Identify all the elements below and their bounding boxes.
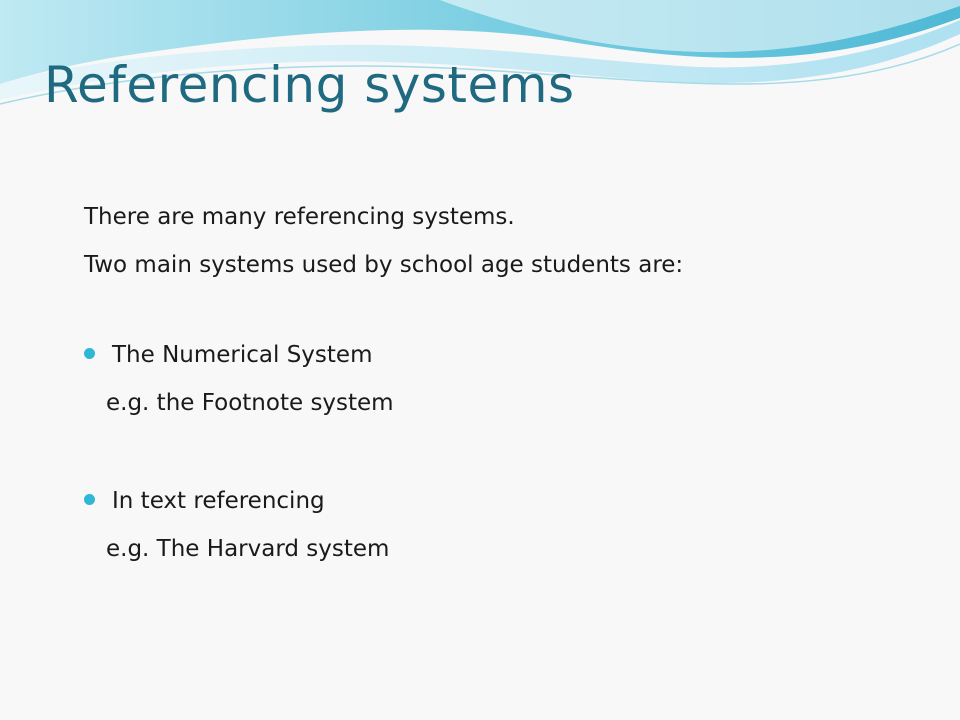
slide-title: Referencing systems [44, 56, 575, 114]
bullet-label: The Numerical System [112, 342, 373, 368]
bullet-label: In text referencing [112, 488, 325, 514]
intro-line: Two main systems used by school age students are: [84, 252, 684, 278]
bullet-example: e.g. The Harvard system [106, 536, 390, 562]
bullet-example: e.g. the Footnote system [106, 390, 394, 416]
bullet-icon [84, 494, 95, 505]
bullet-icon [84, 348, 95, 359]
intro-line: There are many referencing systems. [84, 204, 515, 230]
